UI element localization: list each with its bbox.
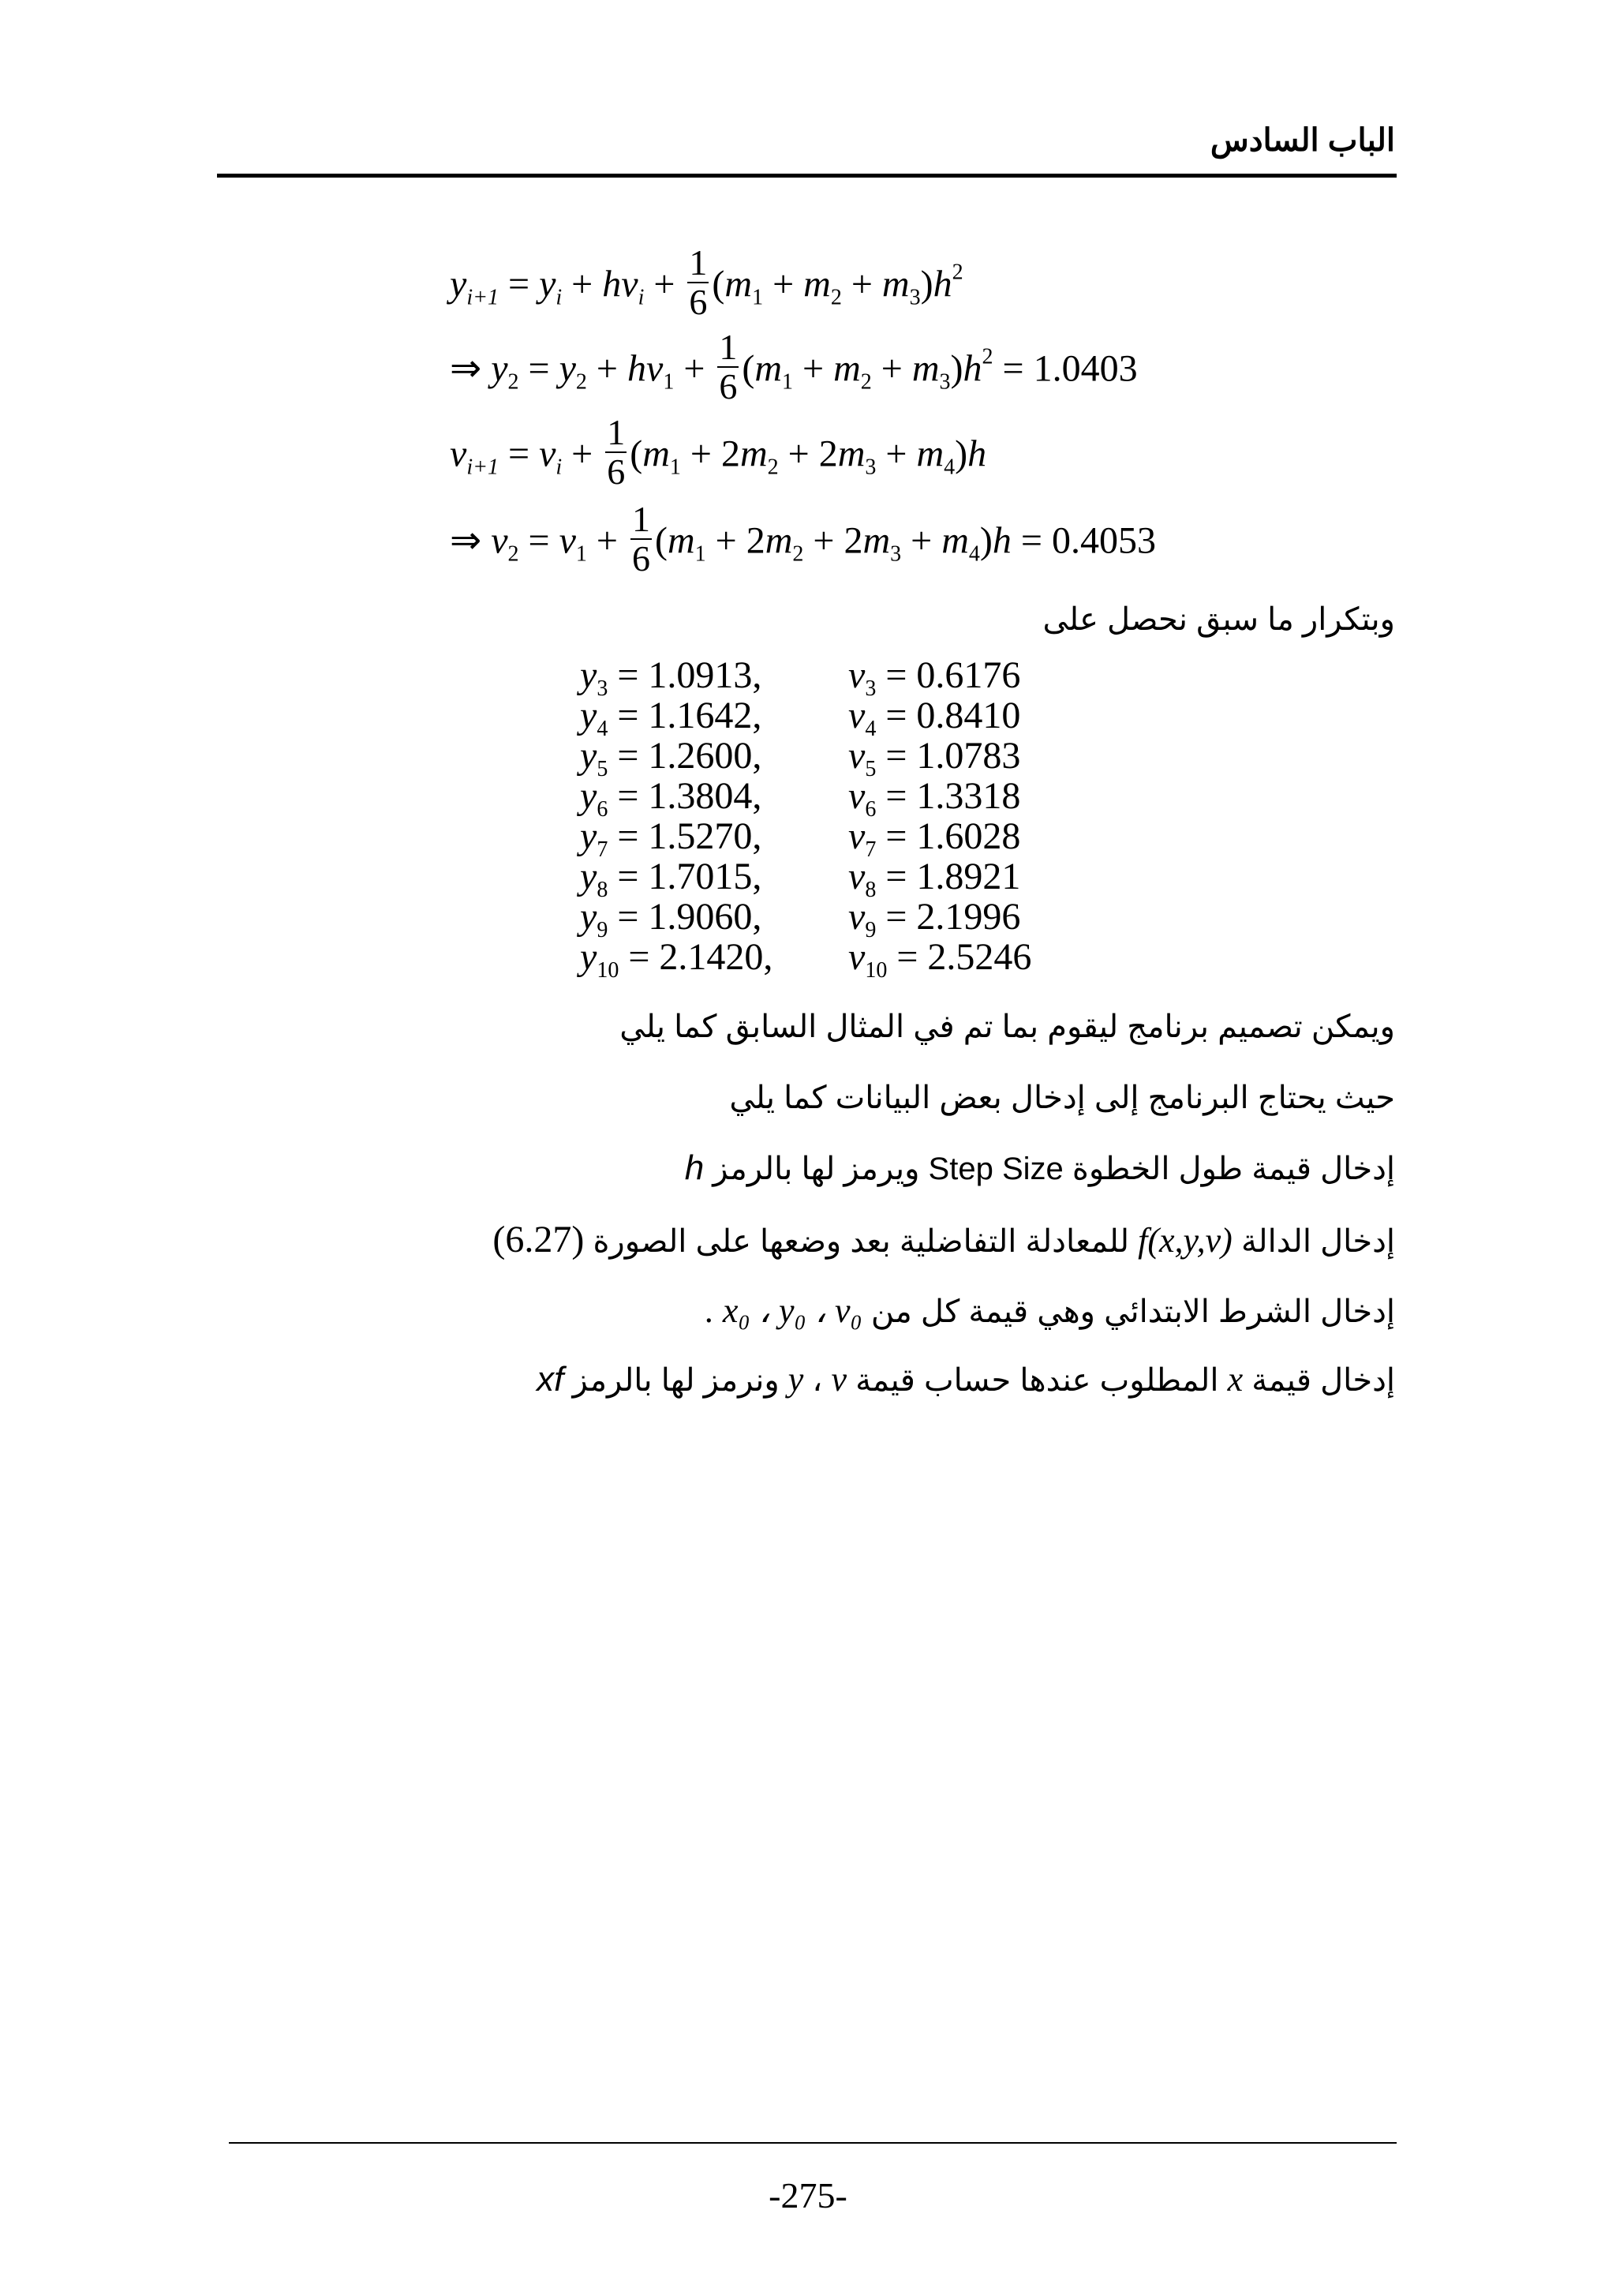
header-rule [217,174,1397,178]
paragraph-step-size: إدخال قيمة طول الخطوة Step Size ويرمز لها بالرمز h [684,1148,1395,1187]
intro-text: وبتكرار ما سبق نحصل على [1042,602,1395,637]
paragraph-final-x: إدخال قيمة x المطلوب عندها حساب قيمة y ، v ونرمز لها بالرمز xf [537,1360,1395,1399]
chapter-title: الباب السادس [1210,123,1395,158]
paragraph-program-design: ويمكن تصميم برنامج ليقوم بما تم في المثال السابق كما يلي [619,1009,1395,1044]
equation-y-recurrence: $y_{i+1} = y_i + hv_i$ + $\frac{1}{6}$ $(m_1 + m_2 + m_3)h^2$ [450,242,963,323]
equation-y2: ⇒ $y_2 = y_2 + hv_1$ + $\frac{1}{6}$ $(m_1 + m_2 + m_3)h^2 = 1.0403$ [450,327,1138,407]
page-number: -275- [769,2175,847,2215]
equation-v2: ⇒ $v_2 = v_1$ + $\frac{1}{6}$ $(m_1 + 2m_2 + 2m_3 + m_4)h = 0.4053$ [450,499,1156,579]
equation-v-recurrence: $v_{i+1} = v_i$ + $\frac{1}{6}$ $(m_1 + 2m_2 + 2m_3 + m_4)h$ [450,412,987,493]
paragraph-function-input: إدخال الدالة f(x,y,v) للمعادلة التفاضلية بعد وضعها على الصورة (6.27) [492,1219,1395,1260]
paragraph-initial-conditions: إدخال الشرط الابتدائي وهي قيمة كل من x₀ ، y₀ ، v₀ . [705,1291,1395,1330]
footer-rule [229,2142,1397,2144]
paragraph-program-inputs: حيث يحتاج البرنامج إلى إدخال بعض البيانات كما يلي [729,1081,1395,1115]
